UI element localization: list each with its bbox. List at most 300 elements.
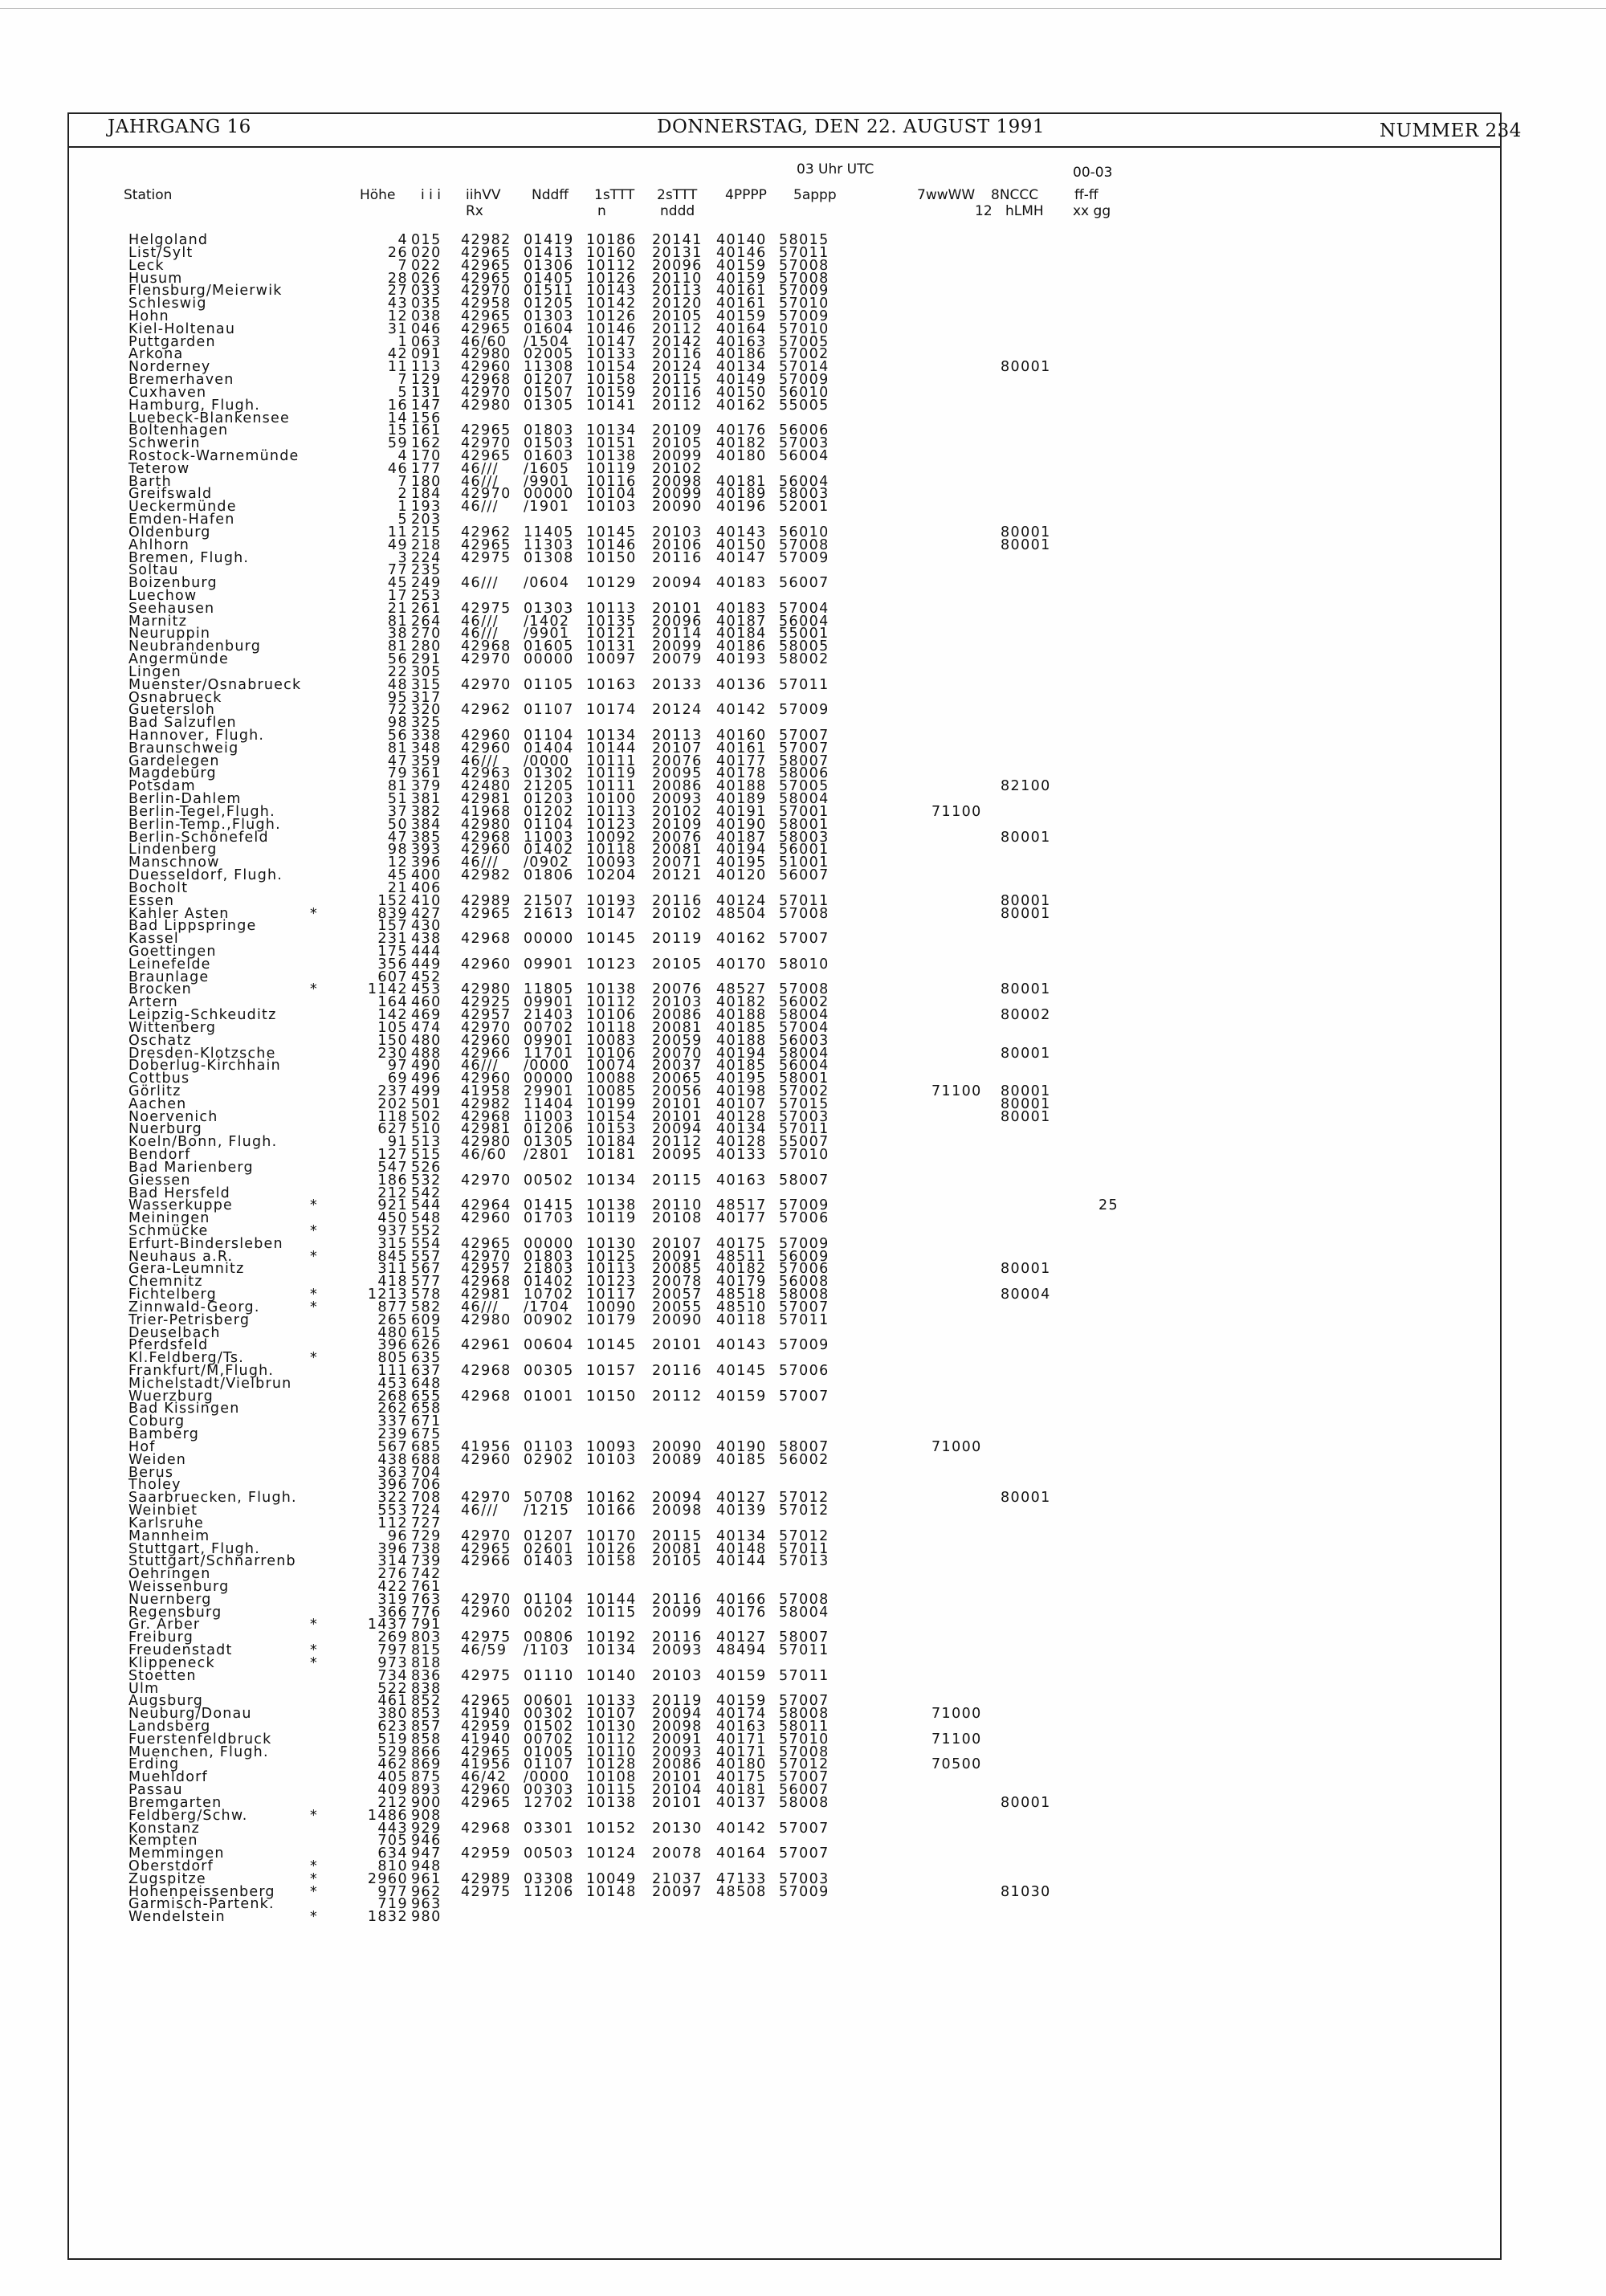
group-1sttt: 10093 [586,854,637,871]
group-2sttt: 20107 [652,740,703,756]
group-iihvv: 42981 [461,1287,512,1303]
group-nddff: 01207 [524,372,574,388]
group-nddff: 01205 [524,296,574,312]
group-5appp: 57008 [779,536,829,553]
station-name: Görlitz [128,1083,181,1099]
group-2sttt: 20086 [652,778,703,795]
group-4pppp: 48504 [716,905,767,922]
group-5appp: 57006 [779,1363,829,1379]
group-5appp: 57006 [779,1261,829,1278]
group-nddff: 10702 [524,1287,574,1303]
group-4pppp: 40176 [716,1604,767,1621]
group-5appp: 58005 [779,638,829,655]
group-iihvv: 42970 [461,1527,512,1544]
group-2sttt: 20101 [652,1794,703,1811]
group-1sttt: 10134 [586,728,637,744]
station-name: Noervenich [128,1108,218,1125]
station-height: 719 [377,1896,408,1913]
group-1sttt: 10104 [586,486,637,503]
group-2sttt: 20094 [652,1706,703,1723]
group-iihvv: 42960 [461,740,512,756]
group-nddff: 00503 [524,1845,574,1862]
group-2sttt: 20059 [652,1032,703,1049]
station-name: Schmücke [128,1223,209,1239]
group-nddff: 29901 [524,1083,574,1099]
station-name: Bremgarten [128,1794,222,1811]
station-index: 729 [411,1527,442,1544]
group-2sttt: 20112 [652,1388,703,1405]
station-height: 16 [387,397,408,414]
group-nddff: 01303 [524,308,574,324]
group-5appp: 57007 [779,1299,829,1315]
group-4pppp: 40159 [716,257,767,274]
group-2sttt: 20056 [652,1083,703,1099]
group-1sttt: 10088 [586,1071,637,1087]
station-index: 510 [411,1121,442,1138]
station-name: Wasserkuppe [128,1197,233,1214]
group-4pppp: 48511 [716,1248,767,1265]
group-nddff: 01001 [524,1388,574,1405]
group-nddff: 01308 [524,549,574,566]
group-iihvv: 42959 [461,1718,512,1735]
station-height: 607 [377,969,408,985]
station-name: Guetersloh [128,702,216,719]
station-name: Wendelstein [128,1909,226,1926]
station-name: Muenchen, Flugh. [128,1743,269,1760]
group-7wwww: 71000 [931,1438,982,1455]
station-height: 567 [377,1438,408,1455]
group-nddff: 00303 [524,1782,574,1798]
group-1sttt: 10158 [586,1553,637,1570]
station-name: Weinbiet [128,1503,198,1519]
station-name: Cuxhaven [128,384,207,401]
group-8nccc: 80001 [1001,981,1051,998]
group-1sttt: 10144 [586,740,637,756]
group-nddff: 09901 [524,1032,574,1049]
station-name: Bamberg [128,1426,200,1443]
mountain-marker: * [310,905,318,922]
station-name: Oschatz [128,1032,192,1049]
station-name: Bad Marienberg [128,1159,254,1176]
group-nddff: 11701 [524,1045,574,1062]
group-5appp: 57008 [779,905,829,922]
group-1sttt: 10119 [586,765,637,782]
group-1sttt: 10138 [586,1794,637,1811]
group-1sttt: 10083 [586,1032,637,1049]
group-nddff: 00601 [524,1693,574,1710]
station-height: 396 [377,1540,408,1557]
station-name: Soltau [128,562,179,579]
col-7wwww-sub: 12 [975,203,993,219]
group-5appp: 58011 [779,1718,829,1735]
group-4pppp: 40185 [716,1058,767,1075]
group-2sttt: 20094 [652,1121,703,1138]
group-5appp: 57007 [779,1845,829,1862]
group-2sttt: 20099 [652,638,703,655]
group-1sttt: 10142 [586,296,637,312]
group-nddff: 01502 [524,1718,574,1735]
group-nddff: 00305 [524,1363,574,1379]
group-5appp: 57007 [779,1693,829,1710]
group-iihvv: 42965 [461,536,512,553]
station-name: Hannover, Flugh. [128,728,265,744]
station-height: 973 [377,1654,408,1671]
station-height: 519 [377,1731,408,1747]
group-2sttt: 20113 [652,283,703,300]
station-index: 791 [411,1617,442,1633]
group-5appp: 57009 [779,372,829,388]
group-5appp: 57008 [779,270,829,287]
col-4pppp: 4PPPP [725,187,767,203]
station-name: Lindenberg [128,842,218,858]
group-4pppp: 40150 [716,384,767,401]
station-height: 112 [377,1515,408,1531]
group-4pppp: 40143 [716,1337,767,1354]
group-1sttt: 10163 [586,676,637,693]
station-height: 337 [377,1413,408,1430]
station-name: Osnabrueck [128,689,222,706]
station-height: 314 [377,1553,408,1570]
group-4pppp: 40161 [716,740,767,756]
group-2sttt: 20116 [652,346,703,363]
group-4pppp: 40118 [716,1311,767,1328]
group-4pppp: 40128 [716,1108,767,1125]
group-iihvv: 42970 [461,1248,512,1265]
station-height: 72 [387,702,408,719]
group-2sttt: 20110 [652,1197,703,1214]
station-index: 449 [411,956,442,973]
station-index: 488 [411,1045,442,1062]
station-height: 5 [397,384,408,401]
group-5appp: 58001 [779,816,829,833]
group-4pppp: 48518 [716,1287,767,1303]
group-nddff: 00302 [524,1706,574,1723]
station-height: 97 [387,1058,408,1075]
station-height: 105 [377,1019,408,1036]
window-label: 00-03 [1073,165,1113,181]
station-name: Erding [128,1756,180,1773]
group-1sttt: 10107 [586,1706,637,1723]
station-height: 81 [387,778,408,795]
group-5appp: 57006 [779,1210,829,1227]
group-iihvv: 42965 [461,1540,512,1557]
group-nddff: /1103 [524,1642,570,1658]
station-height: 7 [397,372,408,388]
station-name: Passau [128,1782,183,1798]
group-2sttt: 20076 [652,829,703,846]
station-index: 515 [411,1147,442,1163]
group-8nccc: 80001 [1001,1794,1051,1811]
group-nddff: 00502 [524,1172,574,1189]
group-1sttt: 10154 [586,1108,637,1125]
station-index: 552 [411,1223,442,1239]
group-1sttt: 10074 [586,1058,637,1075]
group-iihvv: 42982 [461,232,512,248]
group-2sttt: 20101 [652,1108,703,1125]
group-5appp: 57009 [779,1883,829,1900]
group-iihvv: 42965 [461,1235,512,1252]
station-index: 063 [411,333,442,350]
group-8nccc: 80001 [1001,1108,1051,1125]
group-1sttt: 10143 [586,283,637,300]
group-2sttt: 20102 [652,460,703,477]
station-name: Leck [128,257,165,274]
station-name: Bad Hersfeld [128,1185,230,1201]
group-nddff: /0000 [524,1058,570,1075]
group-iihvv: 46/// [461,1299,499,1315]
mountain-marker: * [310,1350,318,1367]
station-index: 035 [411,296,442,312]
group-5appp: 57011 [779,244,829,261]
scan-edge-line [0,8,1606,9]
station-height: 462 [377,1756,408,1773]
mountain-marker: * [310,1654,318,1671]
station-height: 98 [387,842,408,858]
station-index: 253 [411,588,442,604]
station-height: 480 [377,1324,408,1341]
group-8nccc: 80004 [1001,1287,1051,1303]
group-2sttt: 20070 [652,1045,703,1062]
station-height: 366 [377,1604,408,1621]
group-2sttt: 20119 [652,1693,703,1710]
station-name: Bendorf [128,1147,191,1163]
group-1sttt: 10108 [586,1769,637,1786]
group-2sttt: 20131 [652,244,703,261]
station-height: 56 [387,728,408,744]
group-1sttt: 10111 [586,778,637,795]
group-nddff: 01207 [524,1527,574,1544]
station-height: 845 [377,1248,408,1265]
station-index: 866 [411,1743,442,1760]
station-height: 453 [377,1375,408,1392]
station-height: 42 [387,346,408,363]
station-name: Koeln/Bonn, Flugh. [128,1134,278,1151]
group-1sttt: 10153 [586,1121,637,1138]
group-4pppp: 40140 [716,232,767,248]
group-1sttt: 10154 [586,359,637,376]
group-1sttt: 10116 [586,473,637,490]
station-index: 742 [411,1566,442,1583]
group-iihvv: 42965 [461,257,512,274]
station-name: Essen [128,892,175,909]
station-name: Fichtelberg [128,1287,217,1303]
group-5appp: 57012 [779,1503,829,1519]
group-nddff: 01415 [524,1197,574,1214]
group-4pppp: 40134 [716,1121,767,1138]
group-1sttt: 10157 [586,1363,637,1379]
group-5appp: 56010 [779,524,829,540]
station-index: 532 [411,1172,442,1189]
station-height: 231 [377,931,408,948]
col-iihvv-sub: Rx [466,203,483,219]
group-nddff: 01404 [524,740,574,756]
group-4pppp: 40183 [716,575,767,592]
group-iihvv: 42965 [461,270,512,287]
group-nddff: 11303 [524,536,574,553]
group-7wwww: 71100 [931,803,982,820]
group-iihvv: 42960 [461,842,512,858]
station-index: 015 [411,232,442,248]
group-5appp: 57011 [779,892,829,909]
group-iihvv: 42970 [461,1490,512,1507]
group-iihvv: 42960 [461,1032,512,1049]
group-iihvv: 41940 [461,1706,512,1723]
group-4pppp: 40107 [716,1095,767,1112]
group-nddff: 00902 [524,1311,574,1328]
group-4pppp: 40164 [716,1845,767,1862]
group-8nccc: 80001 [1001,1261,1051,1278]
group-4pppp: 48494 [716,1642,767,1658]
station-name: Duesseldorf, Flugh. [128,867,283,883]
group-5appp: 57012 [779,1527,829,1544]
group-nddff: /0000 [524,1769,570,1786]
group-4pppp: 40189 [716,486,767,503]
station-index: 162 [411,435,442,452]
station-index: 946 [411,1833,442,1849]
group-4pppp: 40175 [716,1235,767,1252]
station-name: Kahler Asten [128,905,230,922]
station-name: Kiel-Holtenau [128,320,236,337]
group-iihvv: 46/// [461,752,499,769]
group-2sttt: 20107 [652,1235,703,1252]
group-iihvv: 42968 [461,1820,512,1837]
group-1sttt: 10147 [586,905,637,922]
group-nddff: 00000 [524,651,574,668]
station-height: 27 [387,283,408,300]
group-nddff: 00202 [524,1604,574,1621]
group-4pppp: 47133 [716,1870,767,1887]
group-4pppp: 40186 [716,346,767,363]
station-height: 405 [377,1769,408,1786]
station-index: 444 [411,943,442,960]
station-index: 609 [411,1311,442,1328]
group-2sttt: 20103 [652,524,703,540]
group-8nccc: 80001 [1001,1083,1051,1099]
station-index: 501 [411,1095,442,1112]
group-1sttt: 10131 [586,638,637,655]
group-nddff: 09901 [524,956,574,973]
group-iihvv: 41968 [461,803,512,820]
group-iihvv: 42965 [461,308,512,324]
group-1sttt: 10134 [586,1172,637,1189]
group-2sttt: 20081 [652,1019,703,1036]
group-1sttt: 10192 [586,1629,637,1646]
station-index: 359 [411,752,442,769]
station-height: 839 [377,905,408,922]
group-1sttt: 10144 [586,1591,637,1608]
station-height: 805 [377,1350,408,1367]
col-height: Höhe [360,187,396,203]
group-iihvv: 42966 [461,1553,512,1570]
station-height: 21 [387,879,408,896]
group-7wwww: 70500 [931,1756,982,1773]
station-index: 948 [411,1858,442,1874]
group-nddff: 00000 [524,931,574,948]
station-index: 675 [411,1426,442,1443]
station-height: 7 [397,473,408,490]
group-nddff: /9901 [524,626,570,642]
group-5appp: 57005 [779,333,829,350]
group-1sttt: 10112 [586,994,637,1011]
group-iihvv: 42968 [461,931,512,948]
station-index: 908 [411,1807,442,1824]
station-height: 315 [377,1235,408,1252]
group-iihvv: 42980 [461,981,512,998]
station-name: Bocholt [128,879,189,896]
group-2sttt: 20102 [652,803,703,820]
group-nddff: 01803 [524,1248,574,1265]
station-name: Berus [128,1464,174,1481]
group-ffff: 25 [1099,1197,1119,1214]
station-height: 937 [377,1223,408,1239]
group-nddff: 01305 [524,397,574,414]
group-1sttt: 10123 [586,816,637,833]
station-index: 815 [411,1642,442,1658]
group-nddff: 01005 [524,1743,574,1760]
col-nddff: Nddff [532,187,569,203]
group-5appp: 57008 [779,981,829,998]
group-4pppp: 40194 [716,1045,767,1062]
group-nddff: /0902 [524,854,570,871]
group-2sttt: 20086 [652,1007,703,1023]
group-iihvv: 42975 [461,1667,512,1684]
group-1sttt: 10174 [586,702,637,719]
station-height: 45 [387,575,408,592]
station-name: Stoetten [128,1667,197,1684]
station-name: Bad Salzuflen [128,715,237,732]
group-1sttt: 10119 [586,1210,637,1227]
station-index: 170 [411,447,442,464]
group-nddff: 00000 [524,1071,574,1087]
station-index: 203 [411,512,442,528]
station-index: 249 [411,575,442,592]
group-1sttt: 10115 [586,1604,637,1621]
group-2sttt: 20119 [652,931,703,948]
group-4pppp: 40185 [716,1019,767,1036]
station-index: 803 [411,1629,442,1646]
station-index: 626 [411,1337,442,1354]
station-height: 150 [377,1032,408,1049]
group-5appp: 56004 [779,613,829,630]
station-height: 547 [377,1159,408,1176]
station-height: 59 [387,435,408,452]
group-4pppp: 40161 [716,283,767,300]
station-height: 212 [377,1185,408,1201]
station-name: Seehausen [128,600,215,617]
group-1sttt: 10126 [586,1540,637,1557]
group-4pppp: 40182 [716,435,767,452]
mountain-marker: * [310,1617,318,1633]
station-index: 410 [411,892,442,909]
group-4pppp: 40144 [716,1553,767,1570]
station-name: Boltenhagen [128,422,229,439]
group-2sttt: 20081 [652,842,703,858]
group-2sttt: 20094 [652,575,703,592]
group-2sttt: 20105 [652,956,703,973]
group-iihvv: 42965 [461,447,512,464]
group-nddff: /1215 [524,1503,570,1519]
group-5appp: 57007 [779,740,829,756]
group-2sttt: 20098 [652,473,703,490]
group-5appp: 58008 [779,1706,829,1723]
group-nddff: 01104 [524,1591,574,1608]
station-index: 708 [411,1490,442,1507]
station-name: Kassel [128,931,179,948]
station-index: 177 [411,460,442,477]
group-2sttt: 20101 [652,1337,703,1354]
station-height: 12 [387,854,408,871]
group-1sttt: 10184 [586,1134,637,1151]
